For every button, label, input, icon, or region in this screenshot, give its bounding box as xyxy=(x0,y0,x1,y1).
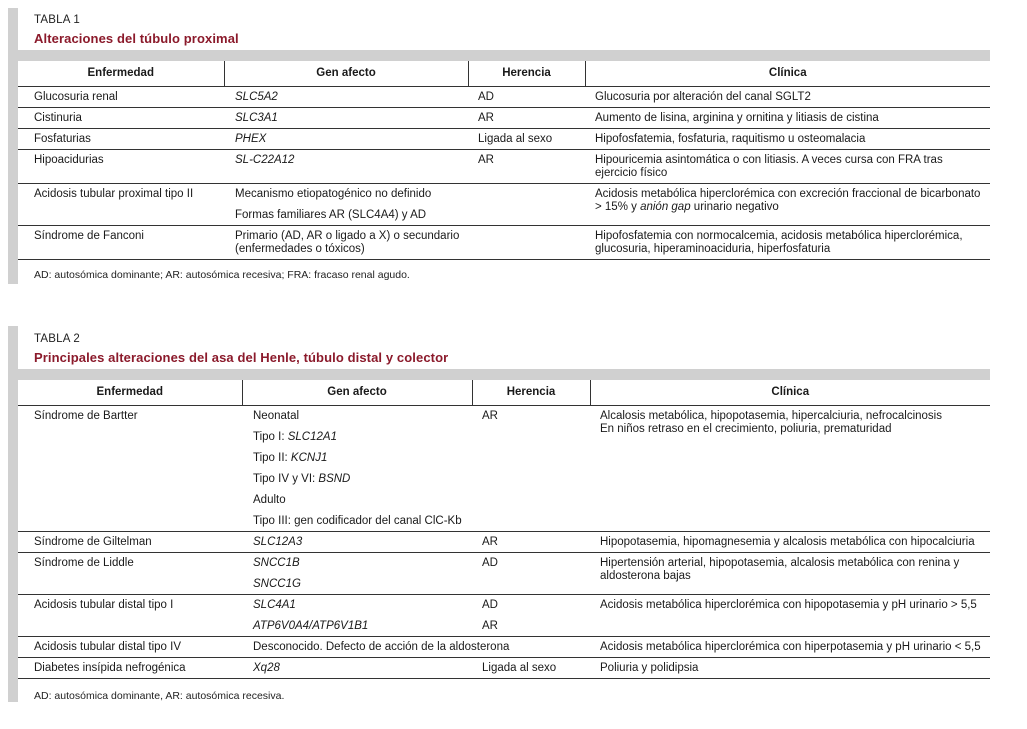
table2-label: TABLA 2 xyxy=(34,333,80,345)
table2-block xyxy=(8,326,990,702)
disease-cell: Síndrome de Liddle xyxy=(18,552,242,594)
table-row xyxy=(18,183,990,225)
inheritance-cell: Ligada al sexo xyxy=(472,657,590,678)
disease-cell: Fosfaturias xyxy=(18,128,224,149)
disease-cell: Hipoacidurias xyxy=(18,149,224,183)
clinic-cell: Hipertensión arterial, hipopotasemia, alcalosis metabólica con renina y aldosterona bajas xyxy=(590,552,990,594)
table2-footnote: AD: autosómica dominante, AR: autosómica recesiva. xyxy=(34,690,285,702)
header-herencia: Herencia xyxy=(472,380,590,405)
table1 xyxy=(18,61,990,260)
gene-cell xyxy=(242,594,472,636)
clinic-cell: Aumento de lisina, arginina y ornitina y litiasis de cistina xyxy=(585,107,990,128)
table-row xyxy=(18,552,990,594)
clinic-cell: Hipofosfatemia, fosfaturia, raquitismo u osteomalacia xyxy=(585,128,990,149)
table1-side-bar xyxy=(8,8,18,284)
clinic-cell xyxy=(585,183,990,225)
clinic-cell: Poliuria y polidipsia xyxy=(590,657,990,678)
inheritance-cell: AR xyxy=(472,531,590,552)
table1-header-row xyxy=(18,61,990,86)
gene-line xyxy=(253,557,466,570)
gene-cell xyxy=(224,149,468,183)
table-row xyxy=(18,86,990,107)
disease-cell: Síndrome de Bartter xyxy=(18,405,242,531)
gene-line: Tipo III: gen codificador del canal ClC-Kb xyxy=(253,514,462,527)
inheritance-cell: AR xyxy=(468,107,585,128)
gene-cell xyxy=(242,405,472,531)
table2-title: Principales alteraciones del asa del Henle, túbulo distal y colector xyxy=(34,350,449,365)
gene-cell: Primario (AD, AR o ligado a X) o secundario (enfermedades o tóxicos) xyxy=(224,225,468,259)
table-row xyxy=(18,405,990,531)
clinic-cell xyxy=(590,405,990,531)
table1-header-bar xyxy=(18,50,990,61)
header-clinica: Clínica xyxy=(590,380,990,405)
gene-line xyxy=(253,578,466,591)
clinic-cell: Hipopotasemia, hipomagnesemia y alcalosis metabólica con hipocalciuria xyxy=(590,531,990,552)
table1-block xyxy=(8,8,990,284)
table-row xyxy=(18,225,990,259)
gene-line xyxy=(253,431,466,444)
inheritance-cell xyxy=(468,183,585,225)
clinic-cell: Glucosuria por alteración del canal SGLT2 xyxy=(585,86,990,107)
gene-line xyxy=(253,452,466,465)
header-enfermedad: Enfermedad xyxy=(18,61,224,86)
gene-name: SL-C22A12 xyxy=(235,153,295,166)
gene-name: SNCC1G xyxy=(253,577,301,590)
header-clinica: Clínica xyxy=(585,61,990,86)
disease-cell: Acidosis tubular distal tipo IV xyxy=(18,636,242,657)
gene-name: Xq28 xyxy=(253,661,280,674)
gene-cell xyxy=(224,107,468,128)
gene-line: Mecanismo etiopatogénico no definido xyxy=(235,187,432,200)
gene-cell xyxy=(242,531,472,552)
gene-type-label: Tipo IV y VI: xyxy=(253,472,319,485)
table1-footnote: AD: autosómica dominante; AR: autosómica recesiva; FRA: fracaso renal agudo. xyxy=(34,269,410,281)
clinic-line: En niños retraso en el crecimiento, poliuria, prematuridad xyxy=(600,422,892,435)
clinic-line: Alcalosis metabólica, hipopotasemia, hipercalciuria, nefrocalcinosis xyxy=(600,409,942,422)
clinic-term: anión gap xyxy=(640,200,691,213)
gene-name: SLC3A1 xyxy=(235,111,278,124)
inheritance-cell: AR xyxy=(472,405,590,531)
table-row xyxy=(18,531,990,552)
disease-cell: Acidosis tubular proximal tipo II xyxy=(18,183,224,225)
gene-name: SNCC1B xyxy=(253,556,300,569)
disease-cell: Glucosuria renal xyxy=(18,86,224,107)
clinic-text: urinario negativo xyxy=(690,200,779,213)
table2 xyxy=(18,380,990,679)
table2-header-row xyxy=(18,380,990,405)
gene-line: Adulto xyxy=(253,493,286,506)
gene-type-label: Tipo II: xyxy=(253,451,291,464)
gene-line xyxy=(253,620,466,633)
header-gen: Gen afecto xyxy=(242,380,472,405)
table-row xyxy=(18,657,990,678)
table-row xyxy=(18,636,990,657)
gene-cell: Desconocido. Defecto de acción de la aldosterona xyxy=(242,636,472,657)
gene-line: Formas familiares AR (SLC4A4) y AD xyxy=(235,208,427,221)
disease-cell: Síndrome de Giltelman xyxy=(18,531,242,552)
table-row xyxy=(18,128,990,149)
gene-cell xyxy=(242,552,472,594)
clinic-cell: Acidosis metabólica hiperclorémica con hiperpotasemia y pH urinario < 5,5 xyxy=(590,636,990,657)
gene-line xyxy=(253,473,466,486)
inheritance-line: AR xyxy=(482,619,498,632)
disease-cell: Diabetes insípida nefrogénica xyxy=(18,657,242,678)
gene-name: SLC5A2 xyxy=(235,90,278,103)
table-row xyxy=(18,149,990,183)
gene-name: KCNJ1 xyxy=(290,451,328,464)
gene-name: ATP6V0A4/ATP6V1B1 xyxy=(253,619,369,632)
disease-cell: Síndrome de Fanconi xyxy=(18,225,224,259)
header-enfermedad: Enfermedad xyxy=(18,380,242,405)
inheritance-cell: AD xyxy=(468,86,585,107)
disease-cell: Acidosis tubular distal tipo I xyxy=(18,594,242,636)
gene-cell xyxy=(224,86,468,107)
table2-side-bar xyxy=(8,326,18,702)
gene-line: Neonatal xyxy=(253,409,300,422)
disease-cell: Cistinuria xyxy=(18,107,224,128)
gene-name: SLC12A3 xyxy=(253,535,303,548)
gene-name: SLC12A1 xyxy=(287,430,337,443)
clinic-cell: Acidosis metabólica hiperclorémica con hipopotasemia y pH urinario > 5,5 xyxy=(590,594,990,636)
gene-cell xyxy=(224,128,468,149)
gene-name: BSND xyxy=(318,472,351,485)
clinic-cell: Hipofosfatemia con normocalcemia, acidosis metabólica hiperclorémica, glucosuria, hiperaminoaciduria, hiperfosfaturia xyxy=(585,225,990,259)
inheritance-cell: AR xyxy=(468,149,585,183)
clinic-cell: Hipouricemia asintomática o con litiasis. A veces cursa con FRA tras ejercicio físico xyxy=(585,149,990,183)
gene-cell xyxy=(242,657,472,678)
gene-line xyxy=(253,599,466,612)
header-herencia: Herencia xyxy=(468,61,585,86)
table1-label: TABLA 1 xyxy=(34,14,80,26)
inheritance-cell: Ligada al sexo xyxy=(468,128,585,149)
gene-name: SLC4A1 xyxy=(253,598,296,611)
table1-title: Alteraciones del túbulo proximal xyxy=(34,31,239,46)
table-row xyxy=(18,107,990,128)
inheritance-line: AD xyxy=(482,598,498,611)
gene-type-label: Tipo I: xyxy=(253,430,288,443)
inheritance-cell xyxy=(472,594,590,636)
inheritance-cell: AD xyxy=(472,552,590,594)
table-row xyxy=(18,594,990,636)
table2-header-bar xyxy=(18,369,990,380)
inheritance-cell xyxy=(468,225,585,259)
gene-name: PHEX xyxy=(235,132,267,145)
gene-cell xyxy=(224,183,468,225)
clinic-text: Acidosis metabólica hiperclorémica con excreción fraccional de bicarbonato > 15% y xyxy=(595,187,981,213)
header-gen: Gen afecto xyxy=(224,61,468,86)
